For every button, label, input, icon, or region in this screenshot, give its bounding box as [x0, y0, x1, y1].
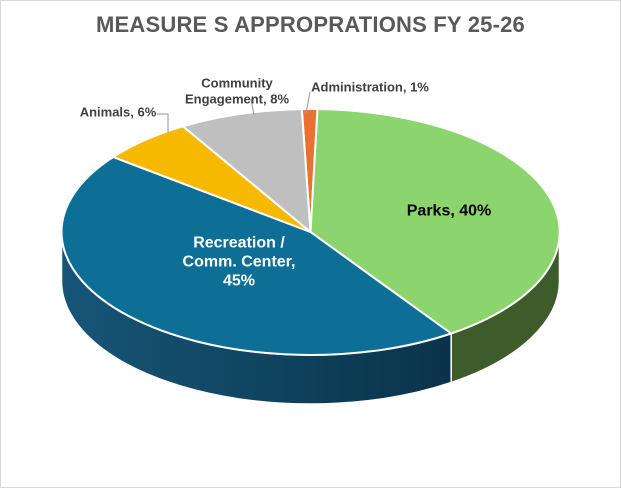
- slice-label-text: Recreation /: [193, 234, 285, 252]
- slice-label-text: Administration, 1%: [311, 79, 429, 95]
- slice-label-text: Engagement, 8%: [184, 91, 290, 106]
- slice-label-text: 45%: [222, 272, 256, 290]
- slice-label-text: Community: [201, 75, 273, 91]
- leader-line-animals: [157, 114, 168, 133]
- slice-label-text: Animals, 6%: [79, 104, 157, 120]
- slice-label-text: Parks, 40%: [406, 202, 492, 220]
- chart-title: MEASURE S APPROPRATIONS FY 25-26: [96, 12, 525, 37]
- slice-label-text: Comm. Center,: [182, 253, 296, 271]
- pie-3d-chart: [1, 1, 621, 488]
